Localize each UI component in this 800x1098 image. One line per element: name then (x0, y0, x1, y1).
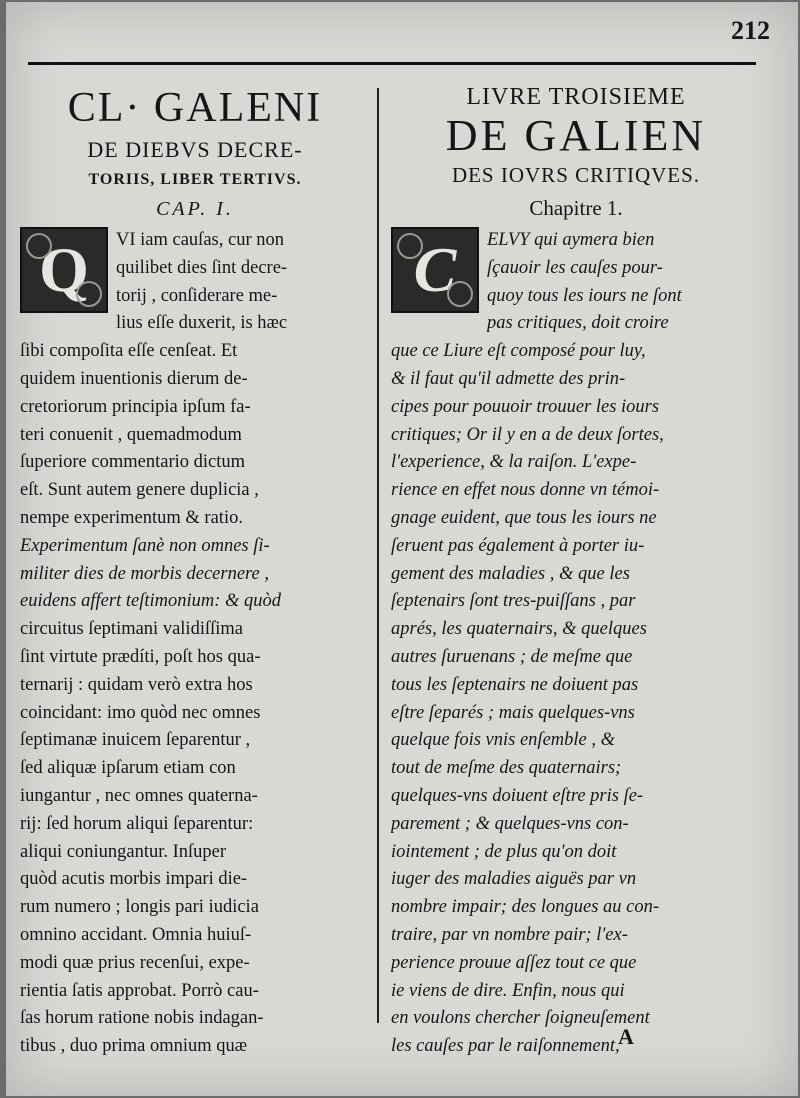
text-line: aliqui coniungantur. Inſuper (20, 841, 227, 862)
text-line: parement ; & quelques-vns con- (391, 813, 629, 834)
book-page (6, 2, 798, 1096)
text-line: les cauſes par le raiſonnement, (391, 1036, 620, 1057)
latin-subtitle-2: TORIIS, LIBER TERTIVS. (88, 171, 302, 188)
text-line: quòd acutis morbis impari die- (20, 869, 248, 890)
text-line: ſeptimanæ inuicem ſeparentur , (20, 730, 251, 751)
text-line: militer dies de morbis decernere , (20, 563, 270, 584)
text-line: VI iam cauſas, cur non (116, 230, 284, 250)
text-line: ie viens de dire. Enfin, nous qui (391, 980, 625, 1001)
text-line: iungantur , nec omnes quaterna- (20, 785, 258, 806)
text-line: nombre impair; des longues au con- (391, 897, 660, 918)
latin-chapter-heading: CAP. I. (156, 198, 234, 220)
text-line: ſed aliquæ ipſarum etiam con (20, 758, 236, 779)
text-line: gement des maladies , & que les (391, 563, 630, 584)
latin-body (20, 227, 370, 1061)
header-rule (28, 62, 756, 65)
text-line: en voulons chercher ſoigneuſement (391, 1008, 650, 1029)
french-chapter-heading: Chapitre 1. (529, 196, 623, 220)
text-line: ſint virtute prædíti, poſt hos qua- (20, 646, 261, 667)
text-line: coincidant: imo quòd nec omnes (20, 702, 261, 723)
text-line: euidens affert teſtimonium: & quòd (20, 591, 282, 612)
text-line: iointement ; de plus qu'on doit (391, 841, 617, 862)
text-line: ſuperiore commentario dictum (20, 452, 246, 473)
text-line: circuitus ſeptimani validiſſima (20, 619, 243, 640)
text-line: modi quæ prius recenſui, expe- (20, 952, 250, 973)
latin-title: CL· GALENI (67, 85, 323, 131)
french-body (391, 227, 761, 1061)
text-line: quelques-vns doiuent eſtre pris ſe- (391, 785, 644, 806)
text-line: iuger des maladies aiguës par vn (391, 869, 637, 890)
text-line: que ce Liure eſt composé pour luy, (391, 341, 646, 362)
text-line: eſt. Sunt autem genere duplicia , (20, 480, 259, 501)
text-line: ſas horum ratione nobis indagan- (20, 1008, 264, 1029)
text-line: ternarij : quidam verò extra hos (20, 674, 253, 695)
decorated-initial-q: Q (20, 227, 108, 313)
latin-subtitle-1: DE DIEBVS DECRE- (87, 137, 303, 162)
column-divider (377, 88, 379, 1023)
text-line: quidem inuentionis dierum de- (20, 368, 248, 389)
page-number: 212 (731, 16, 770, 45)
text-line: ſçauoir les cauſes pour- (487, 257, 663, 278)
text-line: autres ſuruenans ; de meſme que (391, 646, 633, 667)
text-line: cretoriorum principia ipſum fa- (20, 396, 251, 417)
text-line: rience en effet nous donne vn témoi- (391, 480, 660, 501)
text-line: pas critiques, doit croire (487, 313, 669, 334)
text-line: ſibi compoſita eſſe cenſeat. Et (20, 341, 238, 362)
catchword: A (618, 1024, 634, 1049)
text-line: quilibet dies ſint decre- (116, 257, 288, 278)
text-line: tous les ſeptenairs ne doiuent pas (391, 674, 639, 695)
text-line: tibus , duo prima omnium quæ (20, 1036, 248, 1057)
text-line: ELVY qui aymera bien (487, 230, 655, 250)
text-line: tout de meſme des quaternairs; (391, 758, 622, 779)
text-line: omnino accidant. Omnia huiuſ- (20, 924, 252, 945)
text-line: quelque fois vnis enſemble , & (391, 730, 616, 751)
text-line: quoy tous les iours ne ſont (487, 285, 682, 306)
text-line: ſeruent pas également à porter iu- (391, 535, 645, 556)
text-line: ſeptenairs ſont tres-puiſſans , par (391, 591, 636, 612)
text-line: traire, par vn nombre pair; l'ex- (391, 924, 628, 945)
french-title-3: DES IOVRS CRITIQVES. (451, 163, 701, 187)
text-line: lius eſſe duxerit, is hæc (116, 313, 288, 334)
text-line: rij: ſed horum aliqui ſeparentur: (20, 813, 254, 834)
decorated-initial-c: C (391, 227, 479, 313)
french-column (391, 82, 761, 1061)
latin-column (20, 82, 370, 1061)
text-line: Experimentum ſanè non omnes ſi- (20, 535, 270, 556)
text-line: eſtre ſeparés ; mais quelques-vns (391, 702, 635, 723)
text-line: aprés, les quaternairs, & quelques (391, 619, 647, 640)
text-line: perience prouue aſſez tout ce que (391, 952, 637, 973)
text-line: rientia ſatis approbat. Porrò cau- (20, 980, 259, 1001)
text-line: cipes pour pouuoir trouuer les iours (391, 396, 660, 417)
text-line: & il faut qu'il admette des prin- (391, 368, 626, 389)
french-title-2: DE GALIEN (445, 111, 707, 160)
text-line: torij , conſiderare me- (116, 285, 278, 306)
text-line: critiques; Or il y en a de deux ſortes, (391, 424, 664, 445)
french-title-1: LIVRE TROISIEME (466, 84, 686, 110)
text-line: gnage euident, que tous les iours ne (391, 507, 657, 528)
text-line: teri conuenit , quemadmodum (20, 424, 242, 445)
text-line: nempe experimentum & ratio. (20, 507, 243, 528)
text-line: l'experience, & la raiſon. L'expe- (391, 452, 637, 473)
text-line: rum numero ; longis pari iudicia (20, 897, 259, 918)
